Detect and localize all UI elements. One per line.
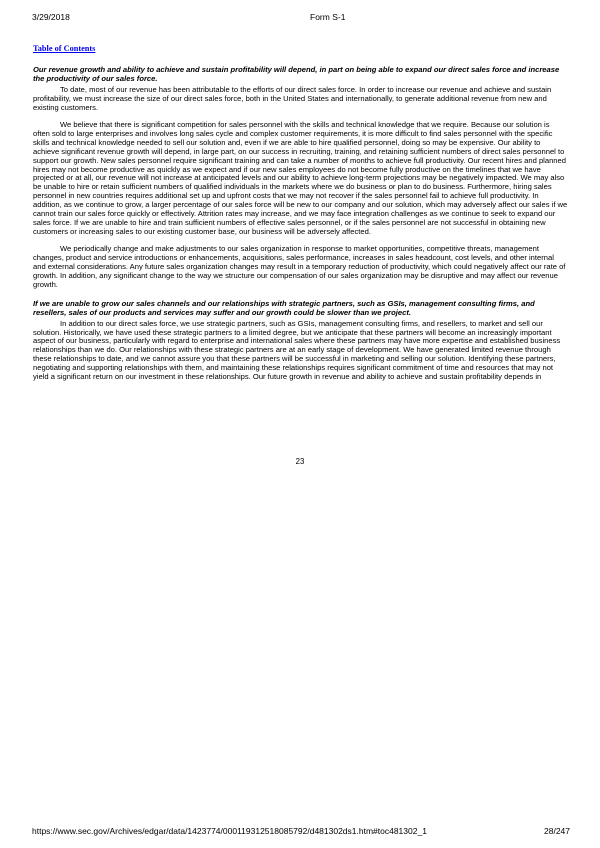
document-body [33,66,568,391]
body-paragraph: We periodically change and make adjustments to our sales organization in response to market opportunities, competitive threats, management changes, product and service introductions or enhancements, acquisitions, sales performance, increases in sales headcount, cost levels, and other internal and external considerations. Any future sales organization changes may result in a temporary reduction of productivity, which could negatively affect our rate of growth. In addition, any significant change to the way we structure our compensation of our sales organization may be disruptive and may affect our revenue growth. [33,244,566,289]
header-date: 3/29/2018 [32,12,70,22]
header-title: Form S-1 [310,12,346,22]
page-number: 23 [295,457,305,466]
footer-url: https://www.sec.gov/Archives/edgar/data/1423774/000119312518085792/d481302ds1.htm#toc481302_1 [32,826,427,836]
body-paragraph: In addition to our direct sales force, we use strategic partners, such as GSIs, management consulting firms, and resellers, to market and sell our solution. Historically, we have used these strategic partners to a limited degree, but we anticipate that these partners will become an increasingly important aspect of our business, particularly with regard to enterprise and international sales where these partners may have more expertise and established business relationships than we do. Our relationships with these strategic partners are at an early stage of development. We have generated limited revenue through these relationships to date, and we cannot assure you that these partners will be successful in marketing and selling our solution. Identifying these partners, negotiating and supporting relationships with them, and maintaining these relationships requires significant commitment of time and resources that may not yield a significant return on our investment in these relationships. Our future growth in revenue and ability to achieve and sustain profitability depends in [33,318,561,382]
footer-page-count: 28/247 [544,826,570,836]
body-paragraph: To date, most of our revenue has been attributable to the efforts of our direct sales force. In order to increase our revenue and achieve and sustain profitability, we must increase the size of our direct sales force, both in the United States and internationally, to generate additional revenue from new and existing customers. [33,84,552,112]
table-of-contents-link[interactable]: Table of Contents [33,44,96,53]
body-paragraph: We believe that there is significant competition for sales personnel with the skills and technical knowledge that we require. Because our solution is often sold to large enterprises and involves long sales cycle and complex customer requirements, it is more difficult to find sales personnel with the specific skills and technical knowledge needed to sell our solution and, even if we are able to hire qualified personnel, doing so may be expensive. Our ability to achieve significant revenue growth will depend, in large part, on our success in recruiting, training, and retaining sufficient numbers of direct sales personnel to support our growth. New sales personnel require significant training and can take a number of months to achieve full productivity. Our recent hires and planned hires may not become productive as quickly as we expect and if our new sales employees do not become fully productive on the timelines that we have projected or at all, our revenue will not increase at anticipated levels and our ability to achieve long-term projections may be negatively impacted. We may also be unable to hire or retain sufficient numbers of qualified individuals in the markets where we do business or plan to do business. Furthermore, hiring sales personnel in new countries requires additional set up and upfront costs that we may not recover if the sales personnel fail to achieve full productivity. In addition, as we continue to grow, a larger percentage of our sales force will be new to our company and our solution, which may adversely affect our sales if we cannot train our sales force quickly or effectively. Attrition rates may increase, and we may face integration challenges as we continue to seek to expand our sales force. If we are unable to hire and train sufficient numbers of effective sales personnel, or if the sales personnel are not successful in obtaining new customers or increasing sales to our existing customer base, our business will be adversely affected. [33,120,568,236]
section-heading: Our revenue growth and ability to achieve and sustain profitability will depend, in part on being able to expand our direct sales force and increase the productivity of our sales force. [33,65,560,83]
section-heading: If we are unable to grow our sales channels and our relationships with strategic partners, such as GSIs, management consulting firms, and resellers, sales of our products and services may suffer and our growth could be slower than we project. [33,298,535,317]
